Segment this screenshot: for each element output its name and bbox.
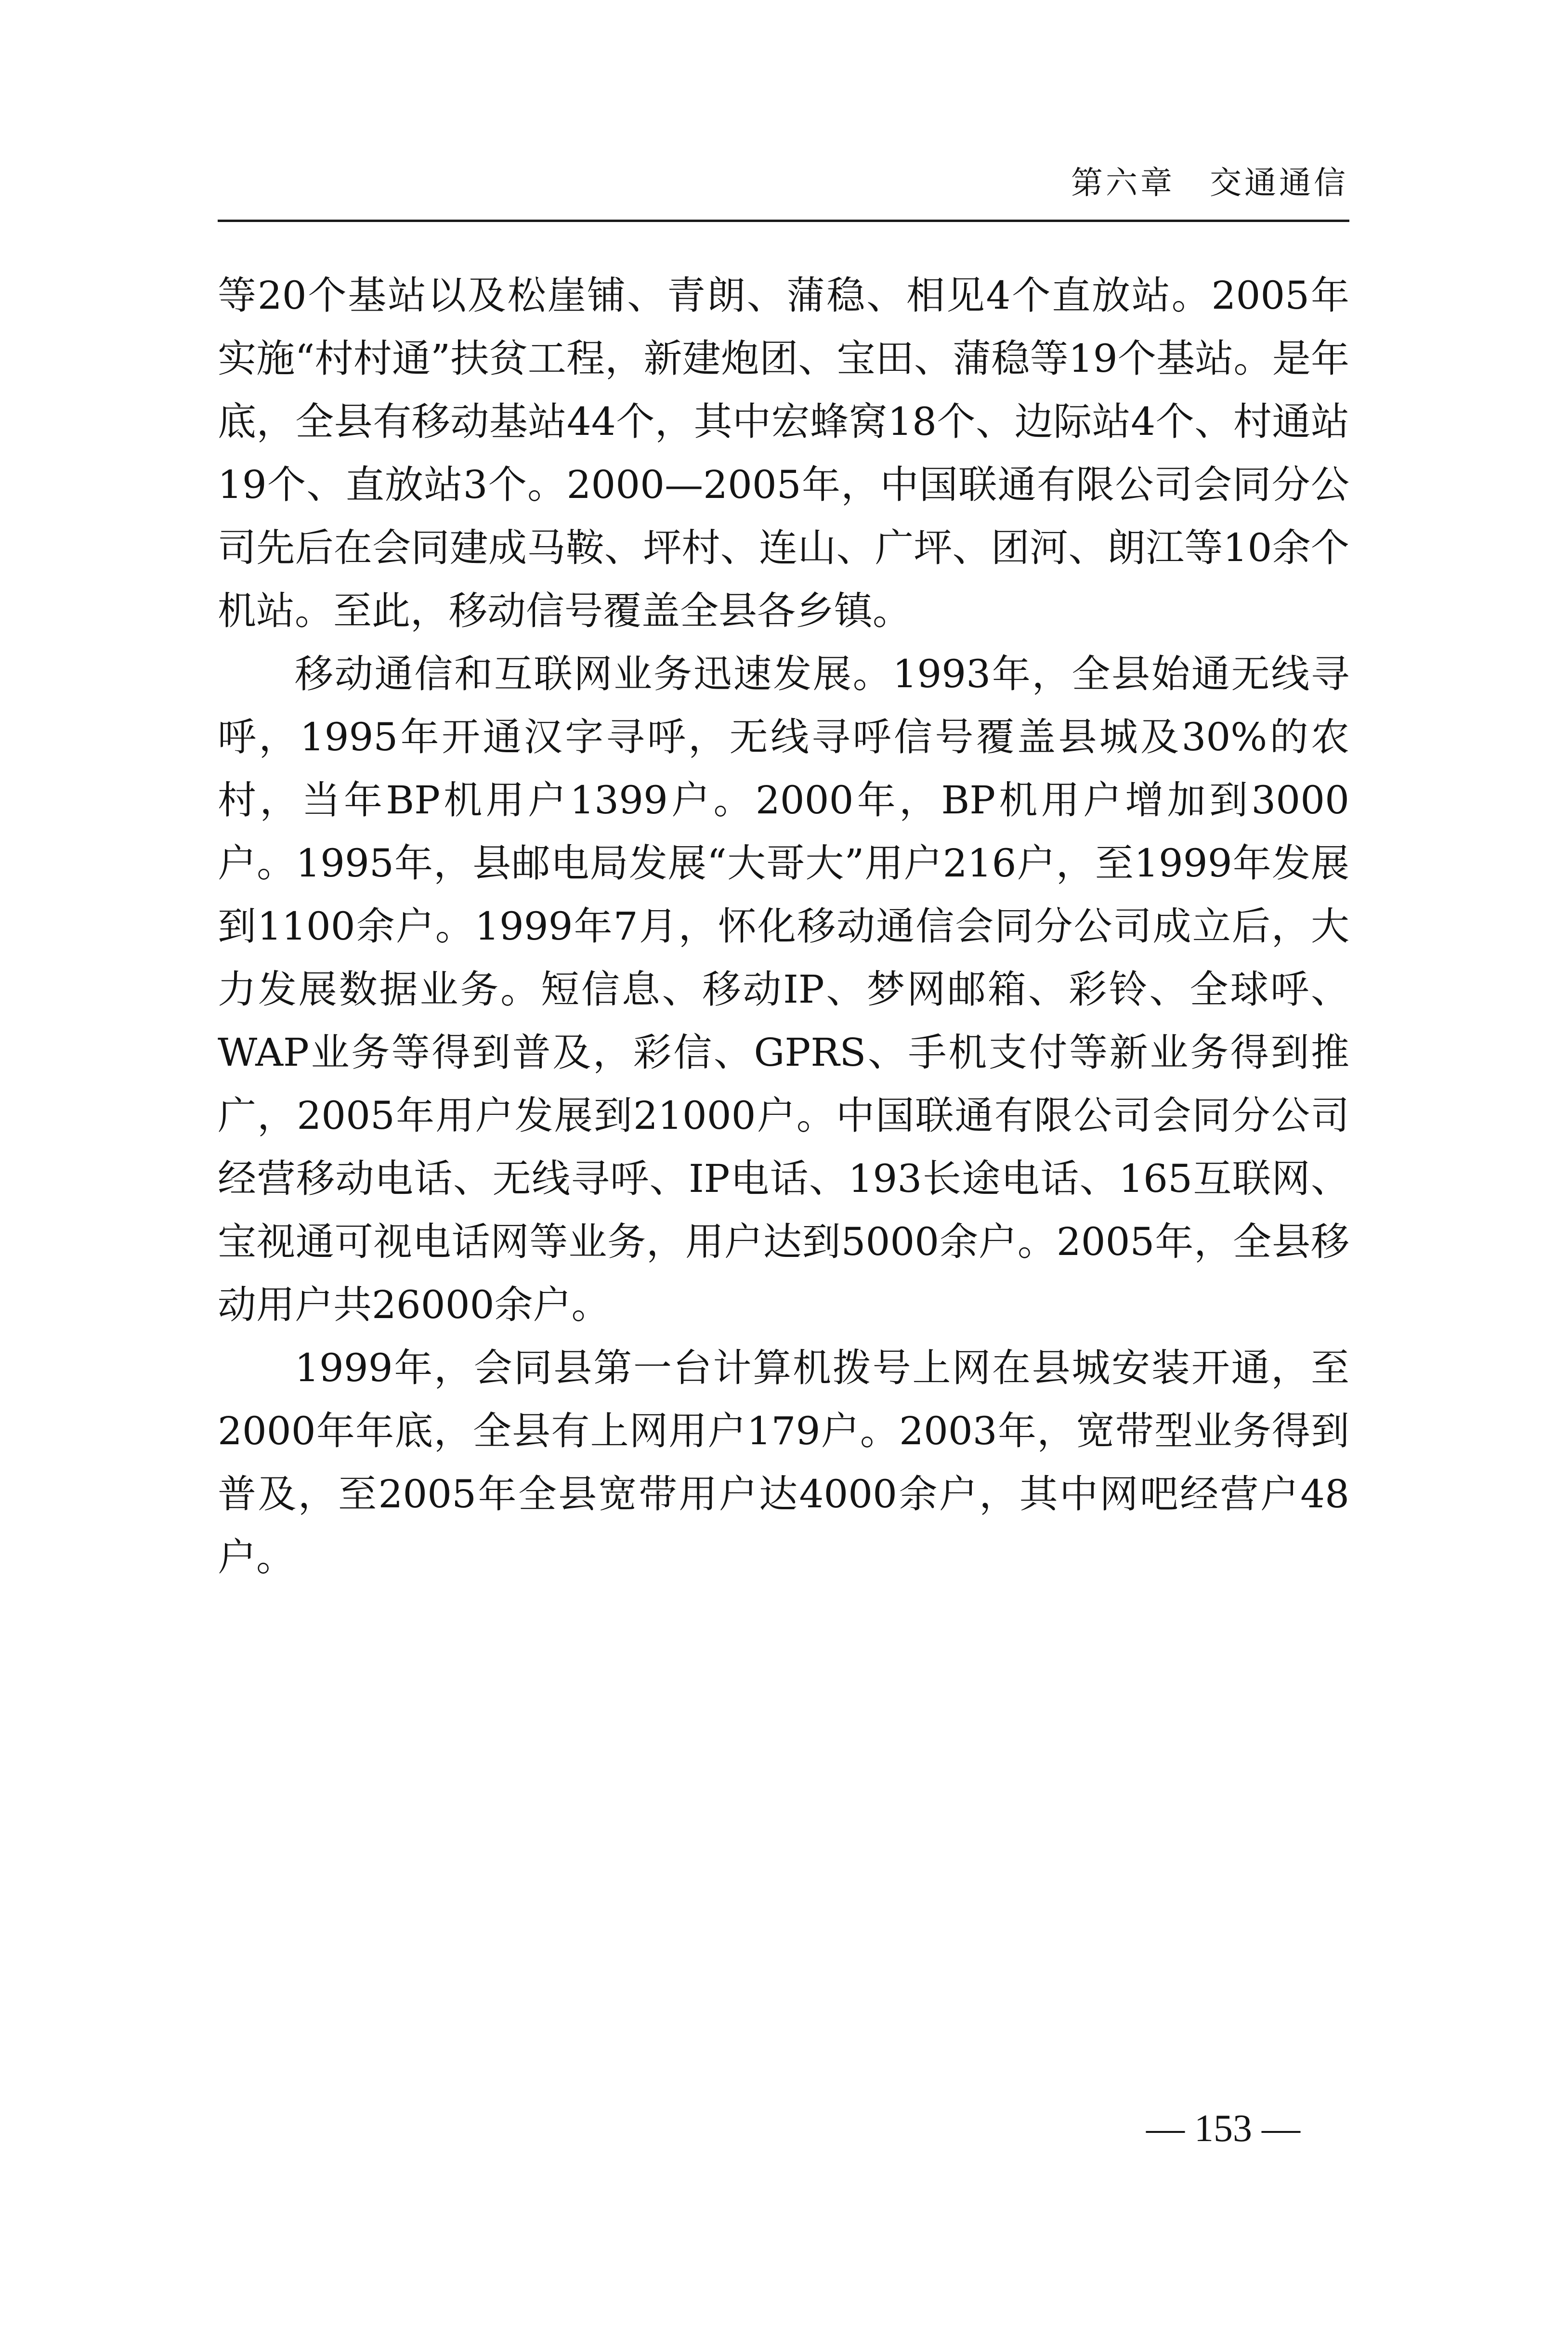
page-number: — 153 —: [1146, 2107, 1300, 2150]
chapter-title: 交通通信: [1210, 164, 1348, 201]
chapter-label: 第六章: [1071, 164, 1175, 201]
paragraph: 1999年，会同县第一台计算机拨号上网在县城安装开通，至2000年年底，全县有上网用户179户。2003年，宽带型业务得到普及，至2005年全县宽带用户达4000余户，其中网吧经营户48户。: [218, 1346, 1349, 1580]
paragraph: 等20个基站以及松崖铺、青朗、蒲稳、相见4个直放站。2005年实施“村村通”扶贫工程，新建炮团、宝田、蒲稳等19个基站。是年底，全县有移动基站44个，其中宏蜂窝18个、边际站4个、村通站19个、直放站3个。2000—2005年，中国联通有限公司会同分公司先后在会同建成马鞍、坪村、连山、广坪、团河、朗江等10余个机站。至此，移动信号覆盖全县各乡镇。: [218, 273, 1349, 633]
header-rule: [218, 220, 1349, 222]
running-head: [1071, 164, 1348, 202]
body-text: [218, 264, 1349, 1589]
paragraph: 移动通信和互联网业务迅速发展。1993年，全县始通无线寻呼，1995年开通汉字寻呼，无线寻呼信号覆盖县城及30%的农村，当年BP机用户1399户。2000年，BP机用户增加到3000户。1995年，县邮电局发展“大哥大”用户216户，至1999年发展到1100余户。1999年7月，怀化移动通信会同分公司成立后，大力发展数据业务。短信息、移动IP、梦网邮箱、彩铃、全球呼、WAP业务等得到普及，彩信、GPRS、手机支付等新业务得到推广，2005年用户发展到21000户。中国联通有限公司会同分公司经营移动电话、无线寻呼、IP电话、193长途电话、165互联网、宝视通可视电话网等业务，用户达到5000余户。2005年，全县移动用户共26000余户。: [218, 652, 1349, 1327]
